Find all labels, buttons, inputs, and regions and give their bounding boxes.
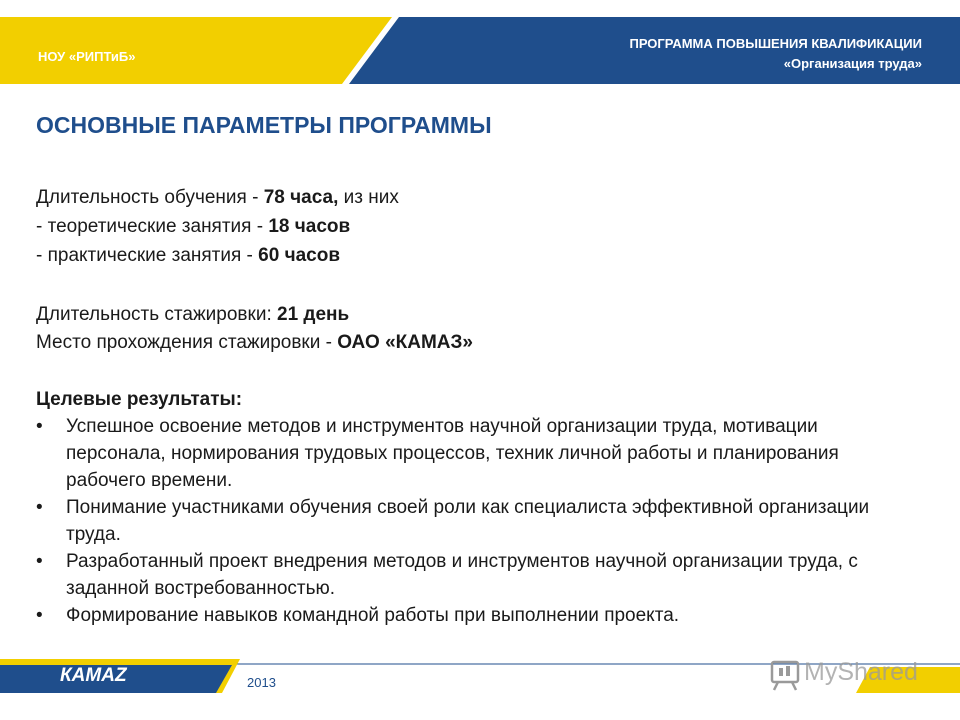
- list-item: [36, 602, 916, 629]
- internship-duration-line: [36, 304, 349, 326]
- practice-part: 60 часов: [258, 245, 341, 266]
- internship-duration-part: Длительность стажировки:: [36, 304, 278, 325]
- targets-heading-part: Целевые результаты:: [36, 389, 243, 410]
- program-title-line2: «Организация труда»: [783, 56, 922, 71]
- target-results-list: [36, 413, 916, 629]
- practice-line: [36, 245, 340, 267]
- internship-place-line: [36, 332, 473, 354]
- org-name: НОУ «РИПТиБ»: [38, 49, 136, 64]
- kamaz-logo: КАМАZ: [60, 665, 127, 686]
- list-item-text: Понимание участниками обучения своей роли как специалиста эффективной организации труда.: [66, 497, 870, 545]
- duration-part: из них: [338, 187, 399, 208]
- practice-part: - практические занятия -: [36, 245, 259, 266]
- bullet-icon: •: [36, 605, 43, 626]
- theory-part: 18 часов: [268, 216, 351, 237]
- bullet-icon: •: [36, 497, 43, 518]
- list-item: [36, 494, 916, 548]
- footer-banner: [0, 656, 960, 720]
- presentation-icon: [772, 662, 798, 690]
- program-title-line1: ПРОГРАММА ПОВЫШЕНИЯ КВАЛИФИКАЦИИ: [629, 36, 922, 51]
- slide-title: ОСНОВНЫЕ ПАРАМЕТРЫ ПРОГРАММЫ: [36, 112, 492, 138]
- duration-part: 78 часа,: [263, 187, 339, 208]
- list-item-text: Формирование навыков командной работы при выполнении проекта.: [66, 605, 680, 626]
- bullet-icon: •: [36, 416, 43, 437]
- list-item-text: Успешное освоение методов и инструментов научной организации труда, мотивации персонала, нормирования трудовых процессов, техник личной работы и планирования рабочего времени.: [66, 416, 839, 491]
- year-label: 2013: [247, 675, 276, 690]
- bullet-icon: •: [36, 551, 43, 572]
- list-item-text: Разработанный проект внедрения методов и инструментов научной организации труда, с заданной востребованностью.: [66, 551, 858, 599]
- internship-place-part: ОАО «КАМАЗ»: [337, 332, 473, 353]
- targets-heading: [36, 389, 242, 411]
- internship-duration-part: 21 день: [277, 304, 350, 325]
- header-banner: [0, 0, 960, 84]
- program-title: [629, 34, 922, 74]
- duration-part: Длительность обучения -: [36, 187, 264, 208]
- list-item: [36, 413, 916, 494]
- theory-part: - теоретические занятия -: [36, 216, 269, 237]
- watermark-text: MyShared: [804, 658, 918, 686]
- theory-line: [36, 216, 350, 238]
- internship-place-part: Место прохождения стажировки -: [36, 332, 338, 353]
- duration-line: [36, 187, 399, 209]
- list-item: [36, 548, 916, 602]
